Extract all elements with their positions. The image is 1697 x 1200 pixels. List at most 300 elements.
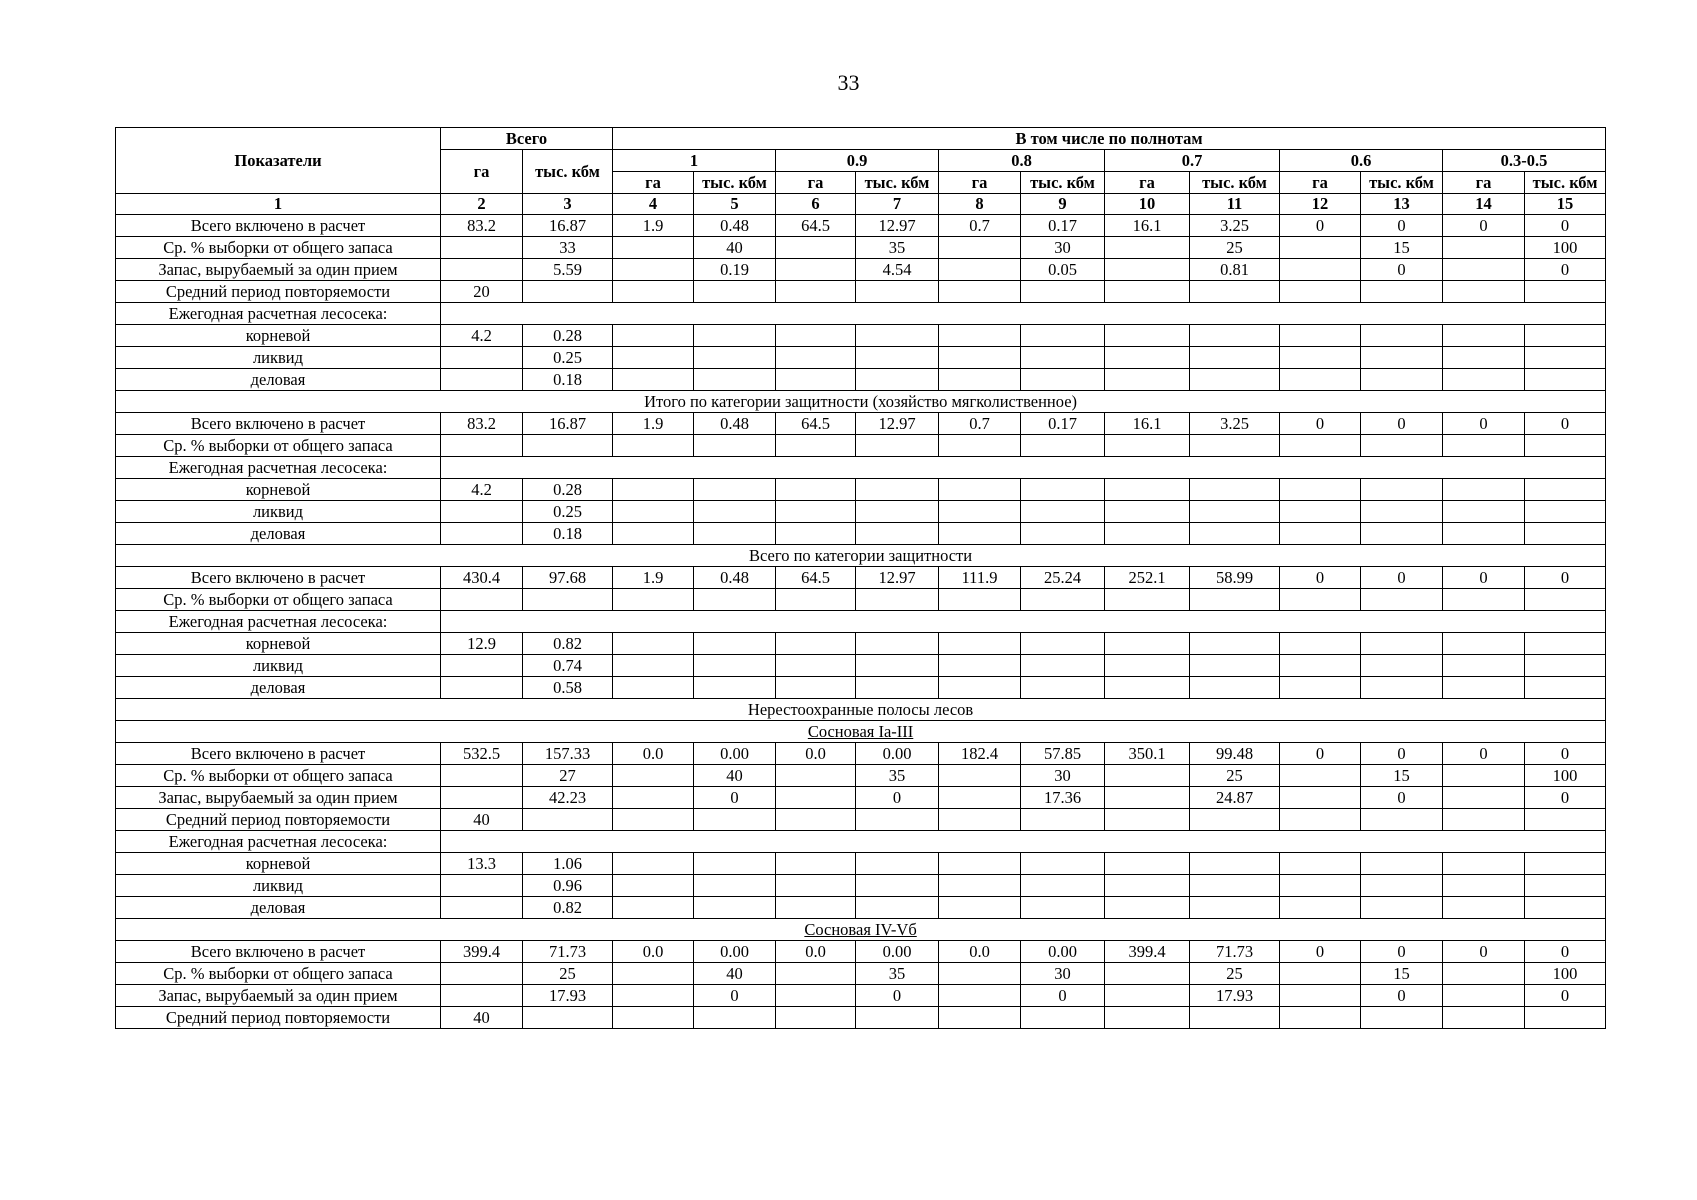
table-cell: 4.2 — [441, 479, 523, 501]
table-cell: 99.48 — [1190, 743, 1280, 765]
table-cell: 40 — [694, 237, 776, 259]
empty-cell — [441, 303, 1606, 325]
row-label: ликвид — [116, 501, 441, 523]
table-cell — [776, 787, 856, 809]
table-cell — [1525, 435, 1606, 457]
table-row — [116, 237, 1606, 259]
table-cell — [1105, 237, 1190, 259]
table-cell — [1021, 633, 1105, 655]
table-cell — [694, 523, 776, 545]
table-cell — [939, 325, 1021, 347]
table-cell — [1105, 347, 1190, 369]
table-cell — [776, 369, 856, 391]
empty-cell — [441, 831, 1606, 853]
table-cell — [1361, 875, 1443, 897]
table-cell — [1443, 985, 1525, 1007]
table-cell — [1190, 897, 1280, 919]
table-cell — [1280, 259, 1361, 281]
total-header: Всего — [441, 128, 613, 150]
table-cell: 57.85 — [1021, 743, 1105, 765]
table-cell — [694, 1007, 776, 1029]
table-cell — [1525, 325, 1606, 347]
table-cell — [939, 479, 1021, 501]
table-cell — [1525, 875, 1606, 897]
table-cell: 17.93 — [1190, 985, 1280, 1007]
table-cell — [1190, 501, 1280, 523]
table-cell — [1443, 237, 1525, 259]
table-cell — [939, 281, 1021, 303]
density-header: 0.3-0.5 — [1443, 150, 1606, 172]
unit-ha-header: га — [939, 172, 1021, 194]
table-cell — [1021, 281, 1105, 303]
table-cell: 25 — [1190, 963, 1280, 985]
table-cell — [939, 985, 1021, 1007]
table-cell: 0.7 — [939, 413, 1021, 435]
row-label: Всего включено в расчет — [116, 743, 441, 765]
table-cell — [613, 1007, 694, 1029]
table-row — [116, 325, 1606, 347]
table-cell — [1361, 369, 1443, 391]
table-row — [116, 875, 1606, 897]
table-cell: 83.2 — [441, 413, 523, 435]
table-cell — [1190, 589, 1280, 611]
table-cell: 40 — [441, 1007, 523, 1029]
table-cell: 0 — [1280, 215, 1361, 237]
table-row — [116, 765, 1606, 787]
column-number: 2 — [441, 194, 523, 215]
density-header: 0.7 — [1105, 150, 1280, 172]
table-cell: 3.25 — [1190, 413, 1280, 435]
unit-ha-header: га — [1105, 172, 1190, 194]
table-cell — [613, 985, 694, 1007]
table-cell: 0.00 — [856, 743, 939, 765]
table-cell — [939, 347, 1021, 369]
table-cell — [1361, 479, 1443, 501]
table-cell — [1105, 853, 1190, 875]
table-cell — [694, 633, 776, 655]
table-cell — [1190, 853, 1280, 875]
row-label: деловая — [116, 677, 441, 699]
table-cell — [1280, 809, 1361, 831]
column-number: 5 — [694, 194, 776, 215]
table-cell — [613, 787, 694, 809]
table-cell — [613, 479, 694, 501]
density-header: 1 — [613, 150, 776, 172]
table-cell — [856, 897, 939, 919]
table-cell: 100 — [1525, 963, 1606, 985]
table-cell — [776, 875, 856, 897]
table-cell: 15 — [1361, 237, 1443, 259]
row-label: деловая — [116, 523, 441, 545]
table-cell: 40 — [441, 809, 523, 831]
table-cell: 30 — [1021, 765, 1105, 787]
table-cell: 0.28 — [523, 479, 613, 501]
row-label: Всего включено в расчет — [116, 941, 441, 963]
table-cell: 17.36 — [1021, 787, 1105, 809]
table-cell — [1525, 281, 1606, 303]
table-cell — [694, 677, 776, 699]
table-cell: 5.59 — [523, 259, 613, 281]
table-cell — [1525, 479, 1606, 501]
table-cell — [1190, 1007, 1280, 1029]
subheading-row — [116, 457, 1606, 479]
table-cell: 0 — [1361, 259, 1443, 281]
table-cell — [776, 347, 856, 369]
table-cell — [856, 677, 939, 699]
table-cell: 0.00 — [856, 941, 939, 963]
table-cell — [776, 589, 856, 611]
table-cell — [613, 523, 694, 545]
table-cell — [1105, 985, 1190, 1007]
table-cell — [694, 589, 776, 611]
table-cell — [694, 281, 776, 303]
table-cell: 0.7 — [939, 215, 1021, 237]
table-cell — [1105, 281, 1190, 303]
table-cell — [1525, 655, 1606, 677]
row-label: Ср. % выборки от общего запаса — [116, 237, 441, 259]
table-cell: 0 — [1525, 941, 1606, 963]
table-row — [116, 897, 1606, 919]
table-cell — [1105, 523, 1190, 545]
table-cell: 35 — [856, 963, 939, 985]
section-row — [116, 391, 1606, 413]
table-cell: 12.97 — [856, 215, 939, 237]
table-cell — [694, 435, 776, 457]
column-number: 15 — [1525, 194, 1606, 215]
table-cell: 58.99 — [1190, 567, 1280, 589]
table-cell — [1021, 875, 1105, 897]
table-cell: 0.82 — [523, 897, 613, 919]
table-cell: 30 — [1021, 963, 1105, 985]
table-cell — [441, 369, 523, 391]
table-cell — [1105, 765, 1190, 787]
table-cell: 4.2 — [441, 325, 523, 347]
table-cell — [939, 435, 1021, 457]
column-number: 8 — [939, 194, 1021, 215]
table-cell: 12.97 — [856, 413, 939, 435]
row-label: Ежегодная расчетная лесосека: — [116, 457, 441, 479]
section-title — [116, 699, 1606, 721]
table-cell — [613, 369, 694, 391]
table-row — [116, 743, 1606, 765]
section-title — [116, 919, 1606, 941]
table-cell: 0.19 — [694, 259, 776, 281]
table-cell — [1280, 677, 1361, 699]
table-cell: 0 — [1361, 215, 1443, 237]
table-cell — [1021, 435, 1105, 457]
table-cell — [1105, 589, 1190, 611]
table-cell — [441, 875, 523, 897]
table-cell — [523, 435, 613, 457]
table-cell: 25 — [1190, 765, 1280, 787]
density-header: 0.8 — [939, 150, 1105, 172]
table-cell — [856, 633, 939, 655]
table-cell — [1105, 809, 1190, 831]
table-cell — [1190, 347, 1280, 369]
table-cell — [1190, 655, 1280, 677]
table-cell: 0.81 — [1190, 259, 1280, 281]
table-cell — [1190, 479, 1280, 501]
table-cell — [1280, 435, 1361, 457]
table-cell — [776, 479, 856, 501]
table-cell: 64.5 — [776, 215, 856, 237]
table-row — [116, 281, 1606, 303]
table-cell — [694, 479, 776, 501]
row-label: Запас, вырубаемый за один прием — [116, 259, 441, 281]
table-cell — [1443, 501, 1525, 523]
table-cell: 35 — [856, 237, 939, 259]
table-cell — [939, 1007, 1021, 1029]
table-cell: 25 — [523, 963, 613, 985]
table-cell — [694, 897, 776, 919]
table-cell — [1021, 1007, 1105, 1029]
table-cell — [776, 655, 856, 677]
table-row — [116, 963, 1606, 985]
table-row — [116, 215, 1606, 237]
table-cell — [939, 765, 1021, 787]
table-cell — [776, 259, 856, 281]
table-cell: 16.1 — [1105, 215, 1190, 237]
table-cell: 100 — [1525, 237, 1606, 259]
table-cell: 0.00 — [694, 743, 776, 765]
table-row — [116, 677, 1606, 699]
row-label: Ср. % выборки от общего запаса — [116, 963, 441, 985]
table-cell — [1280, 589, 1361, 611]
table-cell: 0 — [1443, 941, 1525, 963]
table-cell: 0 — [1525, 787, 1606, 809]
column-number: 14 — [1443, 194, 1525, 215]
table-cell — [776, 963, 856, 985]
table-cell — [776, 281, 856, 303]
table-cell — [1443, 875, 1525, 897]
table-cell — [441, 589, 523, 611]
table-cell: 399.4 — [441, 941, 523, 963]
table-cell: 0.0 — [939, 941, 1021, 963]
subheading-row — [116, 303, 1606, 325]
table-cell: 0.17 — [1021, 413, 1105, 435]
table-cell — [1280, 633, 1361, 655]
table-row — [116, 501, 1606, 523]
table-cell: 350.1 — [1105, 743, 1190, 765]
table-cell: 157.33 — [523, 743, 613, 765]
table-cell — [856, 479, 939, 501]
section-row — [116, 721, 1606, 743]
table-row — [116, 347, 1606, 369]
table-cell — [1105, 1007, 1190, 1029]
table-cell — [1021, 655, 1105, 677]
section-title — [116, 721, 1606, 743]
table-cell: 0.28 — [523, 325, 613, 347]
table-cell: 0 — [1280, 743, 1361, 765]
table-cell — [441, 259, 523, 281]
table-cell — [523, 1007, 613, 1029]
table-cell: 1.06 — [523, 853, 613, 875]
column-number: 7 — [856, 194, 939, 215]
table-cell — [1105, 479, 1190, 501]
table-cell — [856, 523, 939, 545]
table-cell: 0 — [1525, 259, 1606, 281]
table-cell — [776, 633, 856, 655]
table-cell — [776, 501, 856, 523]
column-number: 1 — [116, 194, 441, 215]
column-number: 12 — [1280, 194, 1361, 215]
total-tcbm-header: тыс. кбм — [523, 150, 613, 194]
table-cell: 0.96 — [523, 875, 613, 897]
table-cell: 30 — [1021, 237, 1105, 259]
table-row — [116, 787, 1606, 809]
table-cell — [1280, 985, 1361, 1007]
column-number: 4 — [613, 194, 694, 215]
table-cell: 0 — [1525, 743, 1606, 765]
table-cell: 0 — [694, 985, 776, 1007]
table-cell — [1361, 677, 1443, 699]
table-cell: 100 — [1525, 765, 1606, 787]
table-cell — [1361, 589, 1443, 611]
row-label: корневой — [116, 479, 441, 501]
table-cell: 25 — [1190, 237, 1280, 259]
table-cell — [856, 589, 939, 611]
table-cell — [856, 435, 939, 457]
table-cell: 0 — [1525, 413, 1606, 435]
table-cell — [1280, 655, 1361, 677]
unit-ha-header: га — [1280, 172, 1361, 194]
column-number: 10 — [1105, 194, 1190, 215]
table-cell — [1105, 677, 1190, 699]
table-cell — [1021, 479, 1105, 501]
section-row — [116, 545, 1606, 567]
section-title-text: Всего по категории защитности — [749, 545, 973, 565]
table-cell — [1361, 325, 1443, 347]
table-cell: 0.74 — [523, 655, 613, 677]
column-number: 6 — [776, 194, 856, 215]
table-cell: 24.87 — [1190, 787, 1280, 809]
table-cell — [441, 677, 523, 699]
table-cell — [1443, 963, 1525, 985]
table-cell — [1361, 501, 1443, 523]
row-label: Средний период повторяемости — [116, 1007, 441, 1029]
table-cell — [856, 655, 939, 677]
table-cell — [613, 435, 694, 457]
table-cell — [776, 523, 856, 545]
unit-tcbm-header: тыс. кбм — [1021, 172, 1105, 194]
table-cell — [613, 259, 694, 281]
table-cell — [1021, 501, 1105, 523]
table-cell — [441, 765, 523, 787]
table-row — [116, 369, 1606, 391]
density-header: 0.9 — [776, 150, 939, 172]
table-cell — [1021, 347, 1105, 369]
table-cell — [1443, 479, 1525, 501]
row-label: ликвид — [116, 875, 441, 897]
table-cell — [1361, 435, 1443, 457]
table-cell — [1361, 809, 1443, 831]
table-cell — [441, 347, 523, 369]
table-cell — [1105, 963, 1190, 985]
table-cell — [856, 369, 939, 391]
table-cell: 16.1 — [1105, 413, 1190, 435]
table-cell: 0 — [1280, 413, 1361, 435]
row-label: Всего включено в расчет — [116, 567, 441, 589]
table-cell: 0 — [856, 985, 939, 1007]
table-cell — [1105, 325, 1190, 347]
table-cell: 97.68 — [523, 567, 613, 589]
table-cell — [1280, 853, 1361, 875]
unit-tcbm-header: тыс. кбм — [856, 172, 939, 194]
table-cell — [1361, 853, 1443, 875]
table-cell — [1280, 325, 1361, 347]
table-cell: 16.87 — [523, 413, 613, 435]
table-cell — [1280, 523, 1361, 545]
table-cell: 399.4 — [1105, 941, 1190, 963]
table-cell — [613, 963, 694, 985]
table-cell — [1443, 655, 1525, 677]
table-cell — [1190, 633, 1280, 655]
row-label: Ср. % выборки от общего запаса — [116, 765, 441, 787]
row-label: Ср. % выборки от общего запаса — [116, 589, 441, 611]
table-cell — [1361, 897, 1443, 919]
table-cell — [776, 897, 856, 919]
table-row — [116, 985, 1606, 1007]
row-label: Средний период повторяемости — [116, 281, 441, 303]
unit-tcbm-header: тыс. кбм — [1525, 172, 1606, 194]
table-cell: 71.73 — [1190, 941, 1280, 963]
table-cell — [441, 523, 523, 545]
table-cell: 0 — [1361, 567, 1443, 589]
table-cell — [856, 325, 939, 347]
density-header: 0.6 — [1280, 150, 1443, 172]
table-cell — [1021, 325, 1105, 347]
table-cell — [776, 765, 856, 787]
table-cell — [1443, 677, 1525, 699]
table-cell: 0.48 — [694, 413, 776, 435]
table-cell — [1361, 1007, 1443, 1029]
table-row — [116, 655, 1606, 677]
table-cell: 1.9 — [613, 215, 694, 237]
table-cell — [1280, 479, 1361, 501]
table-cell: 3.25 — [1190, 215, 1280, 237]
table-cell — [441, 985, 523, 1007]
table-cell — [1190, 369, 1280, 391]
table-cell: 1.9 — [613, 413, 694, 435]
table-cell — [694, 325, 776, 347]
row-label: Ежегодная расчетная лесосека: — [116, 303, 441, 325]
table-cell — [1361, 633, 1443, 655]
table-cell — [1105, 875, 1190, 897]
row-label: Запас, вырубаемый за один прием — [116, 787, 441, 809]
section-title — [116, 545, 1606, 567]
table-row — [116, 567, 1606, 589]
section-row — [116, 699, 1606, 721]
table-cell — [1190, 875, 1280, 897]
row-label: ликвид — [116, 655, 441, 677]
table-cell — [776, 985, 856, 1007]
table-row — [116, 523, 1606, 545]
table-cell: 0 — [1443, 215, 1525, 237]
table-cell — [1280, 281, 1361, 303]
table-row — [116, 413, 1606, 435]
table-row — [116, 259, 1606, 281]
table-cell — [939, 875, 1021, 897]
forest-harvest-table — [115, 127, 1606, 1029]
table-cell — [1280, 897, 1361, 919]
table-cell — [613, 853, 694, 875]
row-label: деловая — [116, 369, 441, 391]
table-cell — [856, 281, 939, 303]
subheading-row — [116, 831, 1606, 853]
table-cell — [1190, 281, 1280, 303]
table-cell — [1105, 787, 1190, 809]
table-cell — [1443, 259, 1525, 281]
